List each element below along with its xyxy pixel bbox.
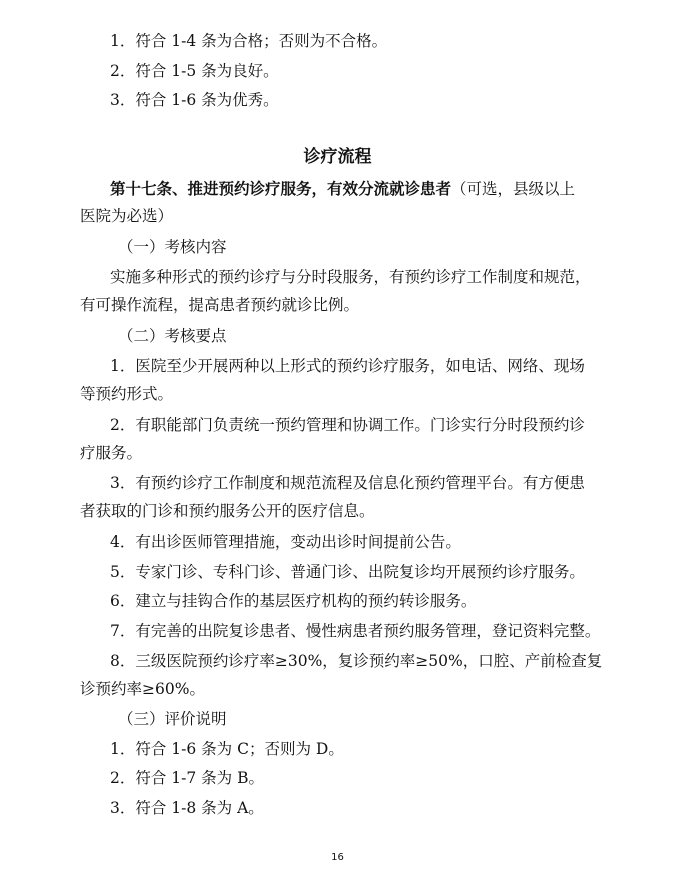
part2-item-4: 4．有出诊医师管理措施，变动出诊时间提前公告。 <box>110 533 461 551</box>
part2-item-1-line1: 1．医院至少开展两种以上形式的预约诊疗服务，如电话、网络、现场 <box>110 357 585 375</box>
article-heading-note: （可选，县级以上 <box>451 180 576 198</box>
part2-item-5: 5．专家门诊、专科门诊、普通门诊、出院复诊均开展预约诊疗服务。 <box>110 563 585 581</box>
top-list-item-1: 1．符合 1-4 条为合格；否则为不合格。 <box>110 32 388 50</box>
article-heading <box>0 178 675 200</box>
part1-title: （一）考核内容 <box>118 238 227 256</box>
part2-item-2-line2: 疗服务。 <box>80 444 143 462</box>
article-heading-bold: 第十七条、推进预约诊疗服务，有效分流就诊患者 <box>110 179 452 198</box>
part2-item-3-line2: 者获取的门诊和预约服务公开的医疗信息。 <box>80 502 375 520</box>
part3-title: （三）评价说明 <box>118 710 227 728</box>
article-heading-cont: 医院为必选） <box>80 207 174 225</box>
part2-item-6: 6．建立与挂钩合作的基层医疗机构的预约转诊服务。 <box>110 592 477 610</box>
part2-item-8-line2: 诊预约率≥60%。 <box>80 680 205 698</box>
part2-title: （二）考核要点 <box>118 327 227 345</box>
part3-item-3: 3．符合 1-8 条为 A。 <box>110 799 264 817</box>
section-title: 诊疗流程 <box>303 147 372 167</box>
top-list-item-2: 2．符合 1-5 条为良好。 <box>110 62 279 80</box>
top-list-item-3: 3．符合 1-6 条为优秀。 <box>110 91 279 109</box>
part2-item-1-line2: 等预约形式。 <box>80 385 174 403</box>
part3-item-1: 1．符合 1-6 条为 C；否则为 D。 <box>110 740 344 758</box>
page-number: 16 <box>331 852 344 863</box>
part1-para-line1: 实施多种形式的预约诊疗与分时段服务，有预约诊疗工作制度和规范， <box>110 268 591 286</box>
part3-item-2: 2．符合 1-7 条为 B。 <box>110 769 264 787</box>
part1-para-line2: 有可操作流程，提高患者预约就诊比例。 <box>80 296 360 314</box>
part2-item-3-line1: 3．有预约诊疗工作制度和规范流程及信息化预约管理平台。有方便患 <box>110 474 585 492</box>
part2-item-7: 7．有完善的出院复诊患者、慢性病患者预约服务管理，登记资料完整。 <box>110 622 601 640</box>
part2-item-8-line1: 8．三级医院预约诊疗率≥30%，复诊预约率≥50%，口腔、产前检查复 <box>110 652 603 670</box>
part2-item-2-line1: 2．有职能部门负责统一预约管理和协调工作。门诊实行分时段预约诊 <box>110 416 585 434</box>
